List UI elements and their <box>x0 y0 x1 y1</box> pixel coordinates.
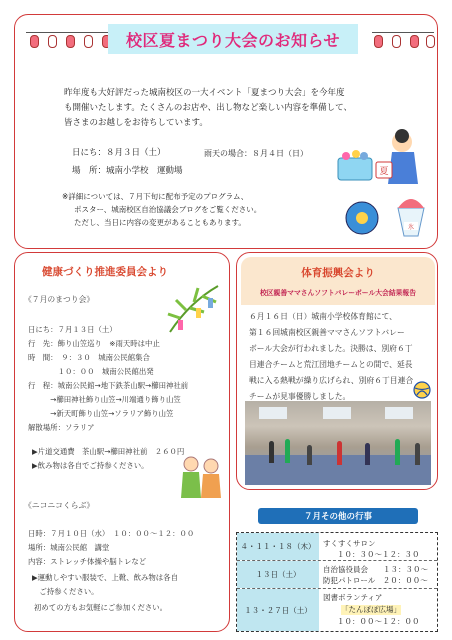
sports-subtitle: 校区親善ママさんソフトバレーボール大会結果報告 <box>259 289 417 297</box>
sports-header <box>241 257 435 305</box>
elderly-couple-illustration <box>178 454 224 500</box>
health-title: 健康づくり推進委員会より <box>42 266 168 278</box>
intro-text: 昨年度も大好評だった城南校区の一大イベント「夏まつり大会」を今年度 も開催いたします。たくさんのお店や、出し物など楽しい内容を準備して、 皆さまのお越しをお待ちしています。 <box>64 88 352 128</box>
club-title: 《ニコニコくらぶ》 <box>24 501 95 510</box>
lantern-string-left <box>26 30 116 56</box>
event-row: １３・２７日（土） 図書ボランティア 「たんぽぽ広場」 １０：００～１２：００ <box>237 589 437 631</box>
details-note: ※詳細については、７月下旬に配布予定のプログラム、 ポスター、城南校区自治協議会ブログをご覧ください。 ただし、当日に内容の変更があることもあります。 <box>62 192 262 227</box>
lantern-string-right <box>372 30 452 56</box>
festival-illustration <box>332 122 436 244</box>
bamboo-decoration <box>160 282 222 334</box>
event-place: 場 所：城南小学校 運動場 <box>72 166 183 176</box>
sports-report: ６月１６日（日）城南小学校体育館にて、 第１６回城南校区親善ママさんソフトバレー ボール大会が行われました。決勝は、別府６丁 目連合チームと荒江団地チームとの間で、延長 戦に入る熱戦が繰り広げられ、別府６丁目連合 チームが見事優勝しました。 <box>249 312 414 401</box>
event-row: １３日（土） 自治協役員会 １３：３０～ 防犯パトロール ２０：００～ <box>237 561 437 589</box>
svg-text:夏: 夏 <box>379 167 389 177</box>
sports-title: 体育振興会より <box>301 267 375 279</box>
walk-title: 《７月のまつり会》 <box>24 295 95 304</box>
sports-association-section <box>236 252 438 490</box>
other-events-table <box>236 532 438 632</box>
other-events-title: ７月その他の行事 <box>258 508 418 524</box>
event-date: 日にち：８月３日（土） <box>72 148 166 158</box>
rain-date: 雨天の場合：８月４日（日） <box>204 149 308 158</box>
volleyball-icon <box>413 381 431 399</box>
volleyball-photo <box>245 401 431 485</box>
event-row: ４・１１・１８（木） すくすくサロン １０：３０～１２：３０ <box>237 533 437 561</box>
svg-text:氷: 氷 <box>407 224 415 231</box>
page-title: 校区夏まつり大会のお知らせ <box>108 24 358 54</box>
